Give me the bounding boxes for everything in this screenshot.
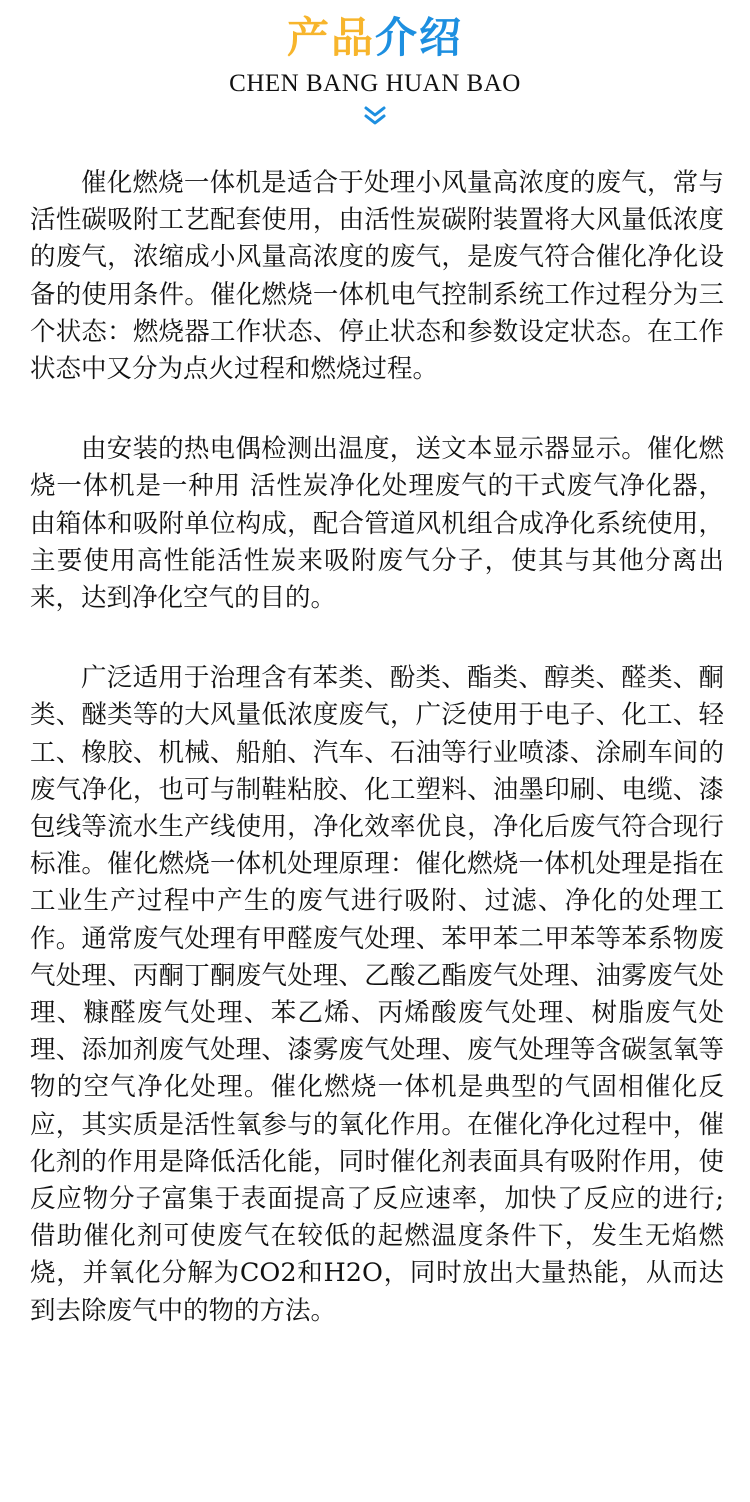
paragraph-overview: 催化燃烧一体机是适合于处理小风量高浓度的废气，常与活性碳吸附工艺配套使用，由活性炭碳附装置将大风量低浓度的废气，浓缩成小风量高浓度的废气，是废气符合催化净化设备的使用条件。催化燃烧一体机电气控制系统工作过程分为三个状态：燃烧器工作状态、停止状态和参数设定状态。在工作状态中又分为点火过程和燃烧过程。 [30, 168, 724, 385]
page-header [0, 0, 750, 140]
page-subtitle: CHEN BANG HUAN BAO [229, 70, 521, 97]
paragraph-applications: 广泛适用于治理含有苯类、酚类、酯类、醇类、醛类、酮类、醚类等的大风量低浓度废气，广泛使用于电子、化工、轻工、橡胶、机械、船舶、汽车、石油等行业喷漆、涂刷车间的废气净化，也可与制鞋粘胶、化工塑料、油墨印刷、电缆、漆包线等流水生产线使用，净化效率优良，净化后废气符合现行标准。催化燃烧一体机处理原理：催化燃烧一体机处理是指在工业生产过程中产生的废气进行吸附、过滤、净化的处理工作。通常废气处理有甲醛废气处理、苯甲苯二甲苯等苯系物废气处理、丙酮丁酮废气处理、乙酸乙酯废气处理、油雾废气处理、糠醛废气处理、苯乙烯、丙烯酸废气处理、树脂废气处理、添加剂废气处理、漆雾废气处理、废气处理等含碳氢氧等物的空气净化处理。催化燃烧一体机是典型的气固相催化反应，其实质是活性氧参与的氧化作用。在催化净化过程中，催化剂的作用是降低活化能，同时催化剂表面具有吸附作用，使反应物分子富集于表面提高了反应速率，加快了反应的进行;借助催化剂可使废气在较低的起燃温度条件下，发生无焰燃烧，并氧化分解为CO2和H2O，同时放出大量热能，从而达到去除废气中的物的方法。 [30, 663, 724, 1326]
paragraph-working-principle: 由安装的热电偶检测出温度，送文本显示器显示。催化燃烧一体机是一种用 活性炭净化处理废气的干式废气净化器，由箱体和吸附单位构成，配合管道风机组合成净化系统使用，主要使用高性能活性炭来吸附废气分子，使其与其他分离出来，达到净化空气的目的。 [30, 434, 724, 614]
title-part-orange: 产品 [286, 13, 375, 62]
double-chevron-down-icon [363, 106, 387, 126]
page-title [0, 10, 750, 66]
title-part-blue: 介绍 [375, 13, 464, 62]
article-body [30, 165, 724, 1330]
